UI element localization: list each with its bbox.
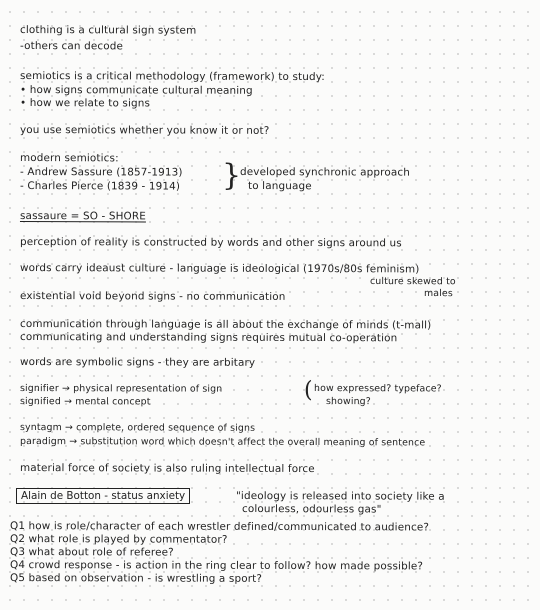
question-2: Q2 what role is played by commentator? [9, 533, 228, 546]
alain-de-botton-box: Alain de Botton - status anxiety [16, 488, 190, 504]
clothing-heading: clothing is a cultural sign system [19, 24, 197, 37]
ideology-quote-line-2: colourless, odourless gas" [241, 503, 382, 516]
how-expressed-line-2: showing? [325, 396, 371, 408]
question-4: Q4 crowd response - is action in the ring clear to follow? how made possible? [9, 559, 424, 573]
perception-note: perception of reality is constructed by words and other signs around us [19, 236, 402, 250]
syntagm-note: syntagm → complete, ordered sequence of signs [19, 422, 256, 434]
brace-symbol: } [222, 158, 242, 193]
semiotics-bullet-1: • how signs communicate cultural meaning [19, 84, 253, 97]
modern-semiotics-heading: modern semiotics: [19, 152, 119, 165]
semiotics-bullet-2: • how we relate to signs [19, 97, 151, 110]
material-force-note: material force of society is also ruling intellectual force [19, 462, 315, 476]
synchronic-line-1: developed synchronic approach [239, 166, 411, 179]
question-3: Q3 what about role of referee? [9, 546, 174, 559]
clothing-subpoint: -others can decode [19, 40, 124, 53]
communication-line-2: communicating and understanding signs requires mutual co-operation [19, 331, 398, 345]
paradigm-note: paradigm → substitution word which doesn't affect the overall meaning of sentence [19, 436, 426, 449]
semiotics-definition: semiotics is a critical methodology (framework) to study: [19, 70, 325, 84]
signifier-note: signifier → physical representation of sign [19, 383, 223, 395]
modern-person-1: - Andrew Sassure (1857-1913) [19, 166, 183, 179]
culture-skewed-line-1: culture skewed to [369, 276, 456, 288]
existential-note: existential void beyond signs - no communication [19, 290, 286, 303]
question-1: Q1 how is role/character of each wrestler defined/communicated to audience? [9, 520, 430, 534]
communication-line-1: communication through language is all about the exchange of minds (t-mall) [19, 318, 432, 332]
question-5: Q5 based on observation - is wrestling a sport? [9, 572, 263, 585]
sassaure-pronunciation: sassaure = SO - SHORE [19, 210, 146, 223]
culture-skewed-line-2: males [423, 288, 453, 300]
ideology-quote-line-1: "ideology is released into society like a [235, 490, 445, 503]
signified-note: signified → mental concept [19, 396, 151, 408]
modern-person-2: - Charles Pierce (1839 - 1914) [19, 180, 181, 193]
symbolic-signs-note: words are symbolic signs - they are arbitary [19, 356, 256, 369]
words-carry-note: words carry ideaust culture - language is ideological (1970s/80s feminism) [19, 262, 420, 276]
question-use-semiotics: you use semiotics whether you know it or not? [19, 124, 270, 137]
how-expressed-line-1: how expressed? typeface? [313, 383, 442, 395]
paren-symbol: ( [304, 378, 313, 403]
synchronic-line-2: to language [247, 180, 312, 193]
